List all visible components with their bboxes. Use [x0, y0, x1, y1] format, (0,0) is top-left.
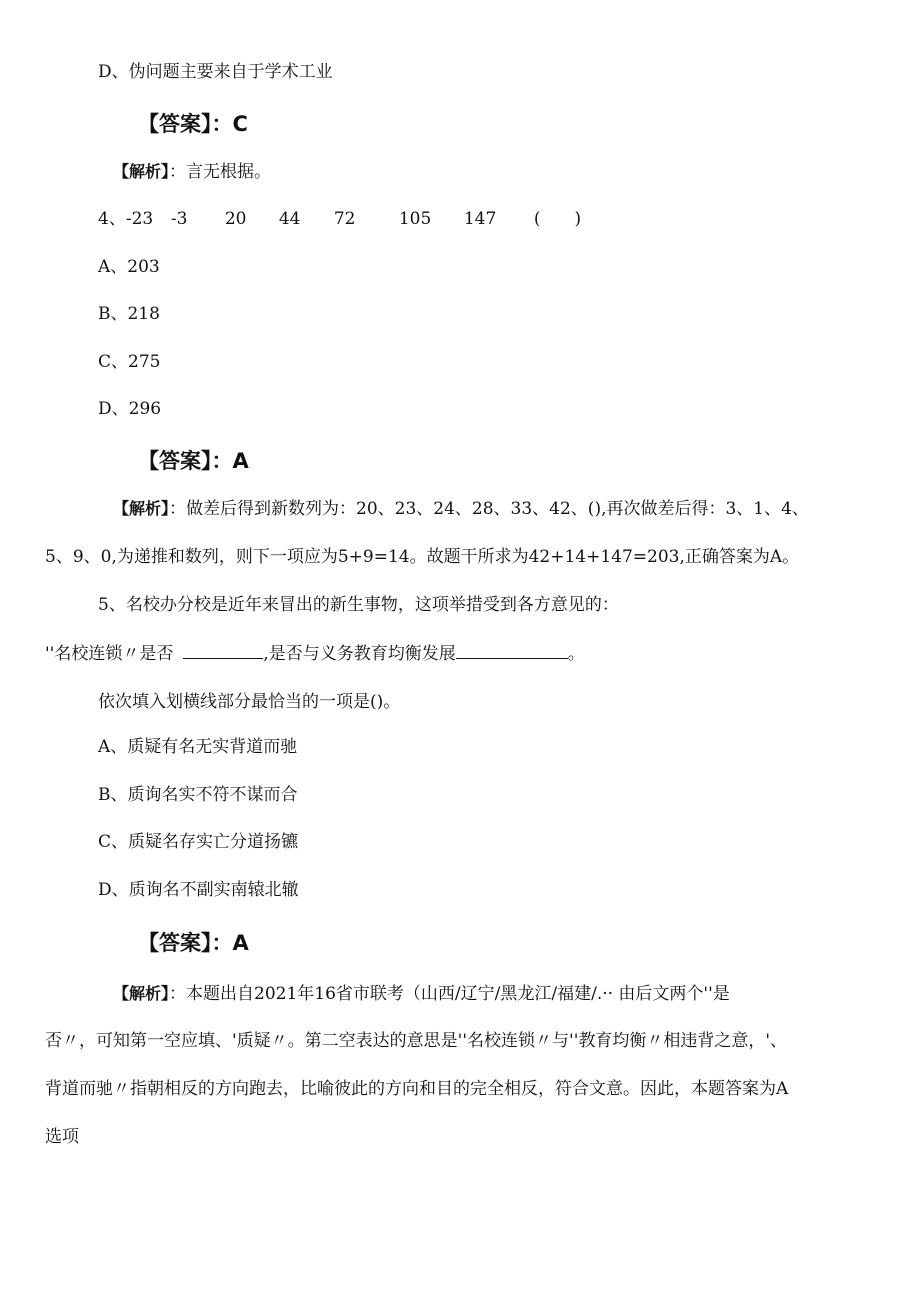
- q4-option-d: D、296: [98, 399, 162, 419]
- q4-seq-term: -3: [170, 209, 188, 229]
- q5-stem-part2: ,是否与义务教育均衡发展: [263, 644, 456, 664]
- q4-seq-term: 147: [463, 209, 497, 229]
- q5-explanation-line3: 背道而驰〃指朝相反的方向跑去，比喻彼此的方向和目的完全相反，符合文意。因此，本题答案为A: [45, 1079, 789, 1099]
- q4-explanation-line2: 5、9、0,为递推和数列，则下一项应为5+9=14。故题干所求为42+14+147=203,正确答案为A。: [45, 547, 800, 567]
- q5-option-a: A、质疑有名无实背道而驰: [98, 737, 298, 757]
- q5-stem-part3: 。: [567, 644, 585, 664]
- q5-explanation-text: ：本题出自2021年16省市联考（山西/辽宁/黑龙江/福建/.·· 由后文两个''是: [169, 984, 730, 1004]
- q4-seq-term: 20: [224, 209, 247, 229]
- q4-answer: 【答案】：A: [138, 449, 249, 473]
- q3-option-d: D、伪问题主要来自于学术工业: [98, 62, 333, 82]
- q4-option-c: C、275: [98, 352, 161, 372]
- q4-seq-term: 72: [333, 209, 356, 229]
- q4-seq-term: 105: [398, 209, 432, 229]
- q3-explanation: [113, 160, 271, 184]
- q5-blank-2: [456, 642, 568, 659]
- q3-explanation-text: ：言无根据。: [169, 162, 272, 182]
- q5-option-b: B、质询名实不符不谋而合: [98, 785, 298, 805]
- q5-stem-part1: ''名校连锁〃是否: [45, 644, 174, 664]
- q4-stem: [98, 207, 581, 231]
- q3-explanation-label: 【解析】: [113, 162, 170, 181]
- q5-option-c: C、质疑名存实亡分道扬镳: [98, 832, 299, 852]
- q5-blank-1: [183, 642, 263, 659]
- q5-answer: 【答案】：A: [138, 931, 249, 955]
- q5-explanation-line1: [113, 982, 730, 1006]
- q4-explanation-label: 【解析】: [113, 499, 170, 518]
- q3-answer: 【答案】：C: [138, 112, 248, 136]
- q4-number: 4、: [98, 209, 126, 229]
- q5-instruction: 依次填入划横线部分最恰当的一项是()。: [98, 692, 401, 712]
- q5-stem-line1: 5、名校办分校是近年来冒出的新生事物，这项举措受到各方意见的：: [98, 595, 619, 615]
- q4-option-a: A、203: [98, 257, 160, 277]
- q4-seq-term: -23: [125, 209, 154, 229]
- q5-stem-line2: [45, 642, 585, 666]
- q5-option-d: D、质询名不副实南辕北辙: [98, 880, 299, 900]
- q5-explanation-line2: 否〃，可知第一空应填、'质疑〃。第二空表达的意思是''名校连锁〃与''教育均衡〃相违背之意，'、: [45, 1031, 788, 1051]
- q4-seq-term: 44: [278, 209, 301, 229]
- q5-explanation-line4: 选项: [45, 1127, 79, 1147]
- q4-option-b: B、218: [98, 304, 160, 324]
- q4-seq-blank: ( ): [533, 209, 582, 229]
- q5-explanation-label: 【解析】: [113, 984, 170, 1003]
- q4-explanation-text: ：做差后得到新数列为：20、23、24、28、33、42、(),再次做差后得：3、1、4、: [169, 499, 809, 519]
- q4-explanation-line1: [113, 497, 809, 521]
